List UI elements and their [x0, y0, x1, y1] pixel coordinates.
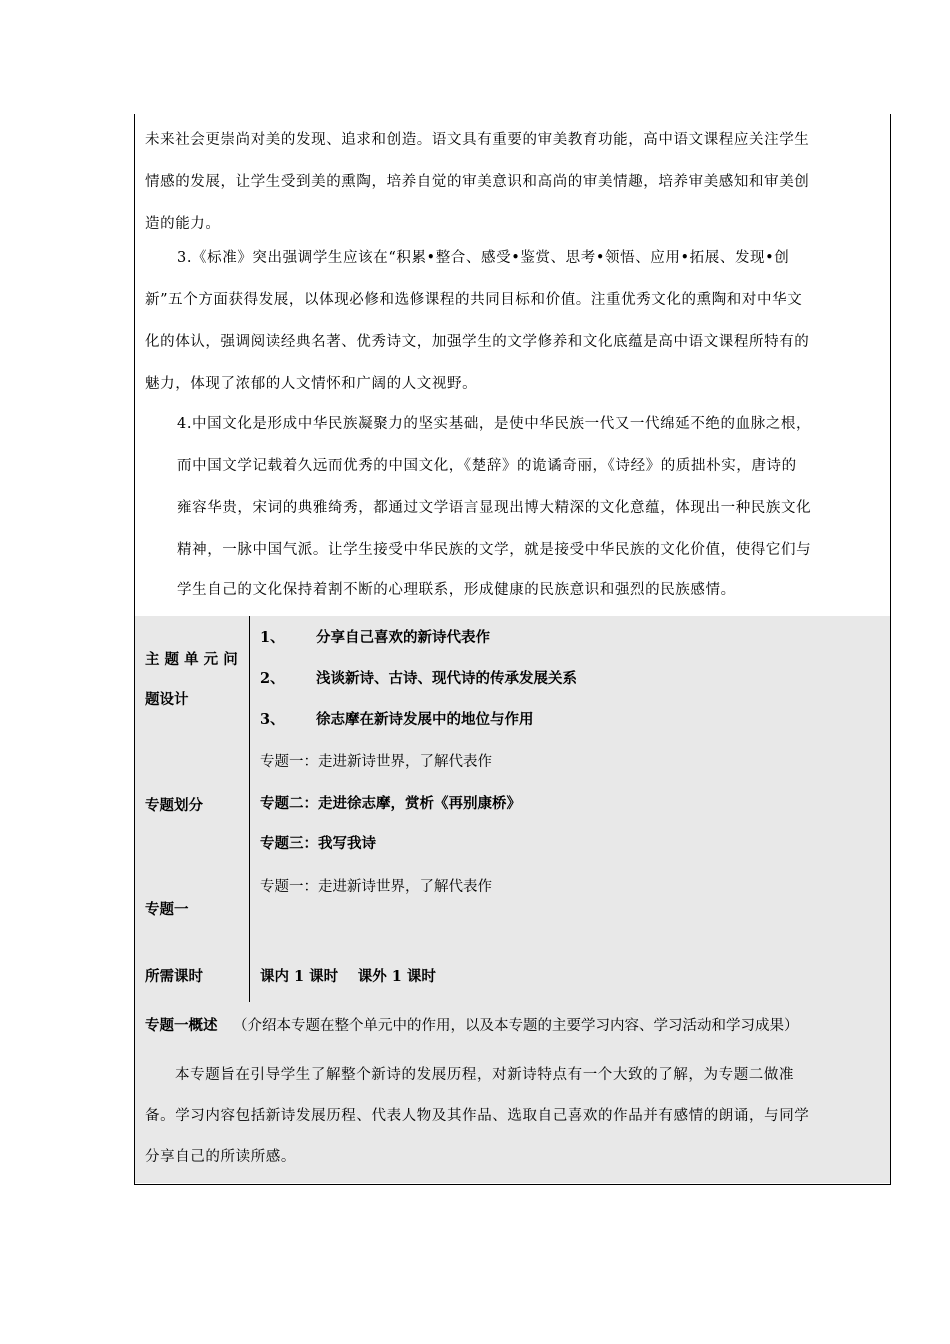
text-line: 3.《标准》突出强调学生应该在“积累•整合、感受•鉴赏、思考•领悟、应用•拓展、发现•创	[177, 250, 790, 266]
overview-label: 专题一概述	[145, 1017, 218, 1034]
question-number: 1、	[260, 629, 285, 646]
text-line: 而中国文学记载着久远而优秀的中国文化，《楚辞》的诡谲奇丽，《诗经》的质拙朴实，唐诗的	[177, 458, 797, 474]
hours-label-cell	[135, 956, 250, 1002]
theme-questions-row	[135, 616, 890, 746]
overview-header-row	[135, 1002, 890, 1054]
question-text: 徐志摩在新诗发展中的地位与作用	[316, 711, 534, 728]
hours-row	[135, 956, 890, 1003]
text-line: 精神，一脉中国气派。让学生接受中华民族的文学，就是接受中华民族的文化价值，使得它们与	[177, 542, 812, 558]
topic-one-label: 专题一	[145, 901, 189, 918]
text-line: 化的体认，强调阅读经典名著、优秀诗文，加强学生的文学修养和文化底蕴是高中语文课程所特有的	[145, 334, 810, 350]
question-text: 浅谈新诗、古诗、现代诗的传承发展关系	[316, 670, 577, 687]
overview-line: 分享自己的所读所感。	[145, 1149, 296, 1165]
overview-body-row	[135, 1053, 890, 1183]
question-number: 2、	[260, 670, 285, 687]
text-line: 魅力，体现了浓郁的人文情怀和广阔的人文视野。	[145, 376, 478, 392]
text-line: 新”五个方面获得发展，以体现必修和选修课程的共同目标和价值。注重优秀文化的熏陶和对中华文	[145, 292, 803, 308]
topic-item: 专题二：走进徐志摩，赏析《再别康桥》	[260, 795, 521, 812]
theme-questions-label-cell	[135, 616, 250, 745]
text-line: 未来社会更崇尚对美的发现、追求和创造。语文具有重要的审美教育功能，高中语文课程应关注学生	[145, 132, 810, 148]
text-line: 雍容华贵，宋词的典雅绮秀，都通过文学语言显现出博大精深的文化意蕴，体现出一种民族文化	[177, 500, 812, 516]
text-line: 造的能力。	[145, 216, 221, 232]
theme-questions-label: 主 题 单 元 问	[145, 651, 238, 668]
question-number: 3、	[260, 711, 285, 728]
text-line: 学生自己的文化保持着割不断的心理联系，形成健康的民族意识和强烈的民族感情。	[177, 582, 736, 598]
topic-division-label: 专题划分	[145, 797, 203, 814]
overview-note: （介绍本专题在整个单元中的作用，以及本专题的主要学习内容、学习活动和学习成果）	[233, 1018, 799, 1034]
text-line: 4.中国文化是形成中华民族凝聚力的坚实基础，是使中华民族一代又一代绵延不绝的血脉之根，	[177, 416, 812, 432]
topic-one-label-cell	[135, 871, 250, 956]
topic-item: 专题一：走进新诗世界，了解代表作	[260, 754, 492, 770]
question-text: 分享自己喜欢的新诗代表作	[316, 629, 490, 646]
topic-one-row	[135, 871, 890, 957]
hours-label: 所需课时	[145, 968, 203, 985]
lesson-plan-table	[134, 114, 891, 1185]
overview-line: 备。学习内容包括新诗发展历程、代表人物及其作品、选取自己喜欢的作品并有感情的朗诵，与同学	[145, 1108, 810, 1124]
standards-text-cell	[135, 114, 890, 617]
topic-division-label-cell	[135, 745, 250, 871]
overview-line: 本专题旨在引导学生了解整个新诗的发展历程，对新诗特点有一个大致的了解，为专题二做准	[175, 1067, 795, 1083]
topic-division-row	[135, 745, 890, 872]
hours-value: 课内 1 课时 课外 1 课时	[260, 968, 436, 985]
theme-questions-label: 题设计	[145, 691, 189, 708]
text-line: 情感的发展，让学生受到美的熏陶，培养自觉的审美意识和高尚的审美情趣，培养审美感知和审美创	[145, 174, 810, 190]
topic-item: 专题三：我写我诗	[260, 835, 376, 852]
topic-one-value: 专题一：走进新诗世界，了解代表作	[260, 879, 492, 895]
